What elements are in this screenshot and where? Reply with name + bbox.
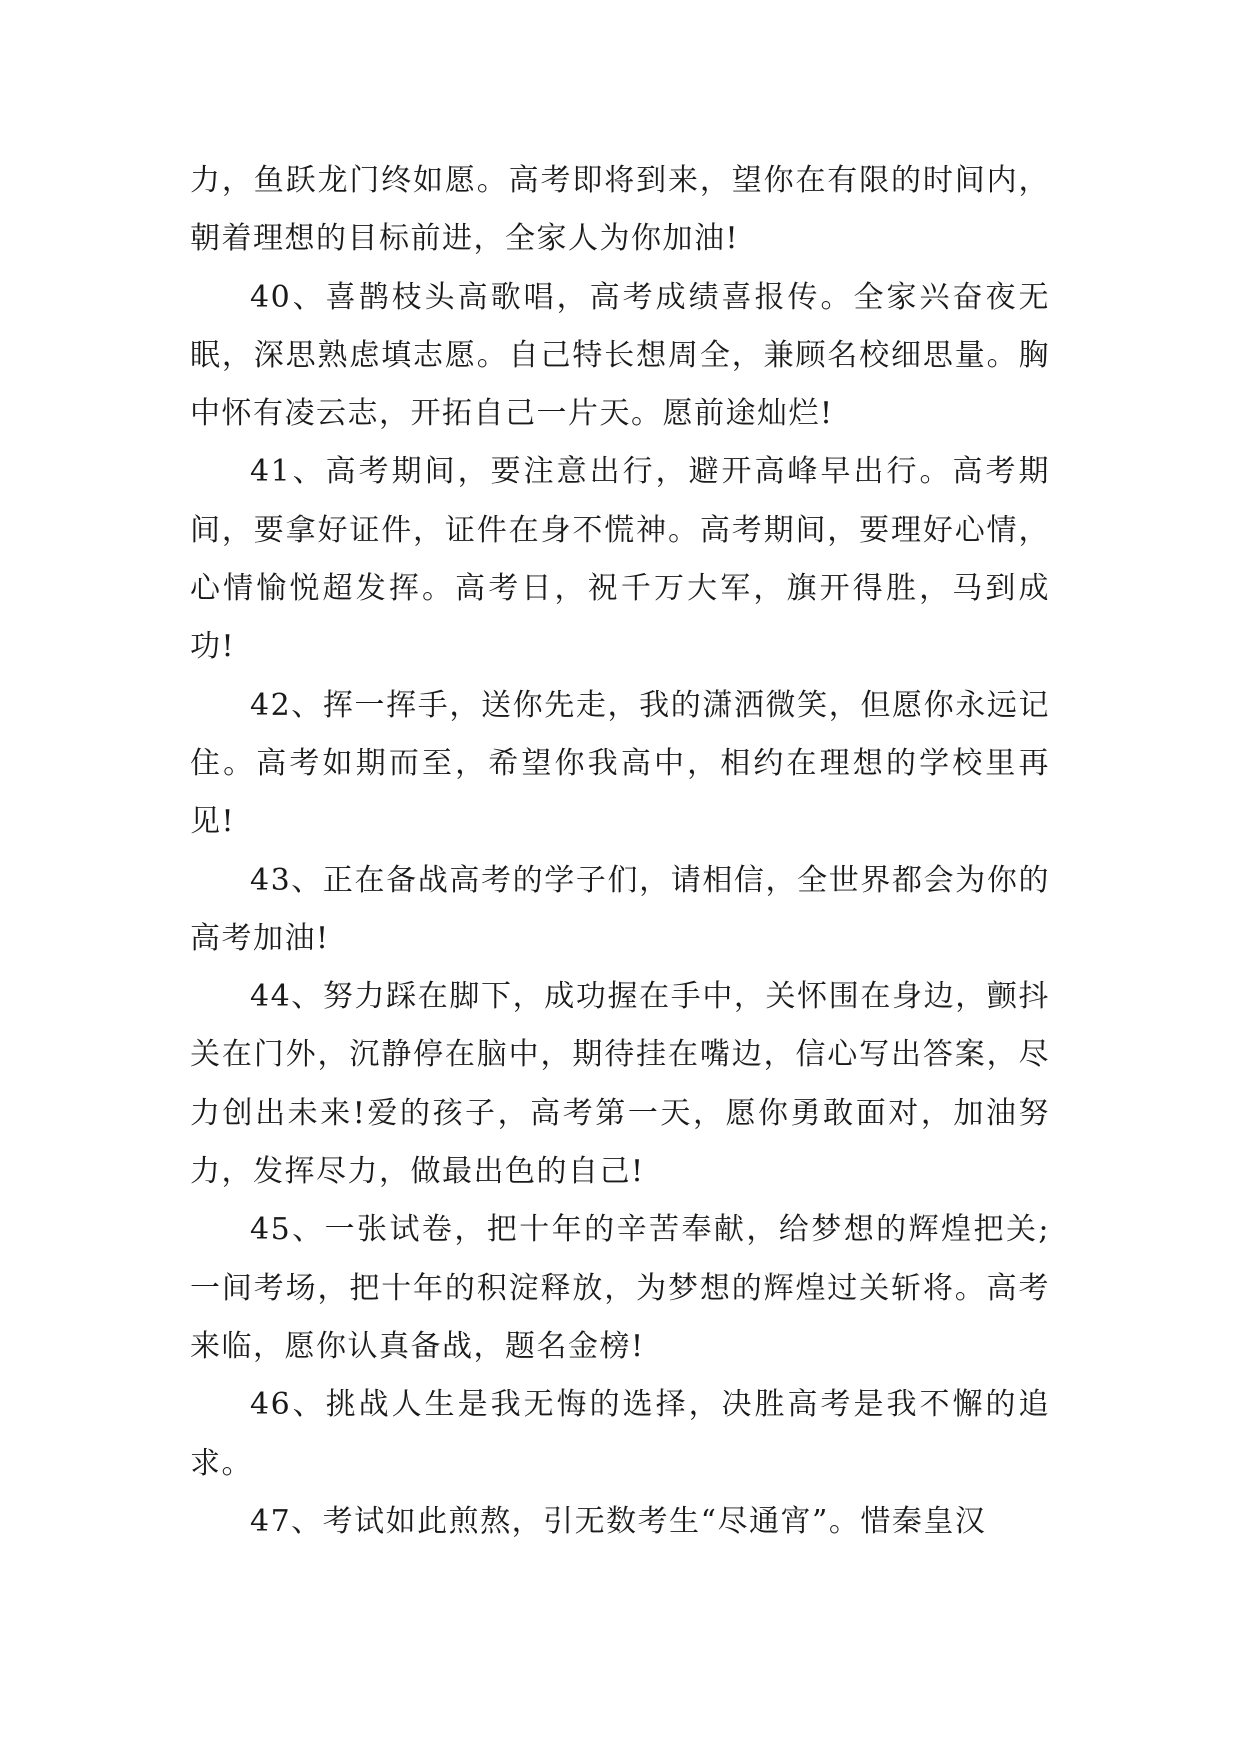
paragraph-40: 40、喜鹊枝头高歌唱，高考成绩喜报传。全家兴奋夜无眠，深思熟虑填志愿。自己特长想周全，兼顾名校细思量。胸中怀有凌云志，开拓自己一片天。愿前途灿烂!: [190, 279, 1050, 432]
paragraph-46: 46、挑战人生是我无悔的选择，决胜高考是我不懈的追求。: [190, 1387, 1050, 1481]
paragraph-41: 41、高考期间，要注意出行，避开高峰早出行。高考期间，要拿好证件，证件在身不慌神。高考期间，要理好心情，心情愉悦超发挥。高考日，祝千万大军，旗开得胜，马到成功!: [190, 454, 1050, 665]
paragraph-43: 43、正在备战高考的学子们，请相信，全世界都会为你的高考加油!: [190, 862, 1050, 956]
paragraph-45: 45、一张试卷，把十年的辛苦奉献，给梦想的辉煌把关;一间考场，把十年的积淀释放，为梦想的辉煌过关斩将。高考来临，愿你认真备战，题名金榜!: [190, 1212, 1050, 1364]
document-body: [190, 152, 1050, 1551]
paragraph-44: 44、努力踩在脚下，成功握在手中，关怀围在身边，颤抖关在门外，沉静停在脑中，期待挂在嘴边，信心写出答案，尽力创出未来!爱的孩子，高考第一天，愿你勇敢面对，加油努力，发挥尽力，做最出色的自己!: [190, 979, 1050, 1190]
paragraph-47: 47、考试如此煎熬，引无数考生“尽通宵”。惜秦皇汉: [250, 1503, 987, 1539]
paragraph-42: 42、挥一挥手，送你先走，我的潇洒微笑，但愿你永远记住。高考如期而至，希望你我高中，相约在理想的学校里再见!: [190, 687, 1050, 840]
paragraph-continued: 力，鱼跃龙门终如愿。高考即将到来，望你在有限的时间内，朝着理想的目标前进，全家人为你加油!: [190, 163, 1050, 257]
